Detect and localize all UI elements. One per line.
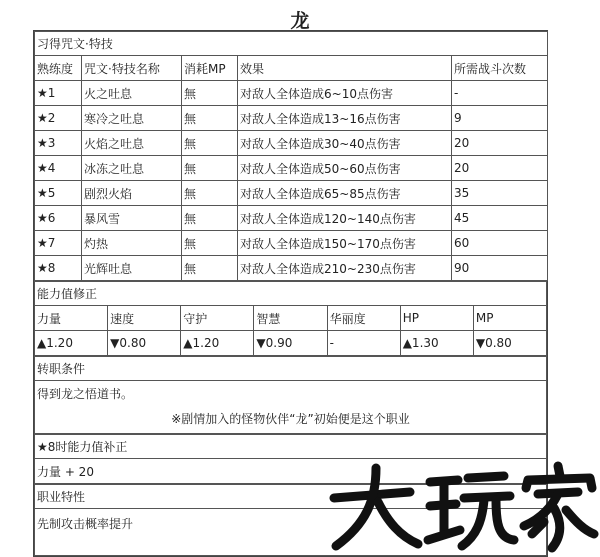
col-header-skill-name: 咒文·特技名称 [82, 56, 182, 81]
stats-table [34, 281, 547, 356]
traits-text: 先制攻击概率提升 [35, 509, 547, 556]
skill-row [35, 81, 548, 106]
skill-cell-skill-name: 剧烈火焰 [82, 181, 182, 206]
skill-cell-battles: 20 [452, 131, 548, 156]
skill-cell-mp-cost: 無 [182, 131, 238, 156]
watermark-logo [326, 460, 600, 553]
skill-cell-proficiency: ★1 [35, 81, 82, 106]
col-header-effect: 效果 [238, 56, 452, 81]
skills-section-heading: 习得咒文·特技 [35, 32, 548, 56]
bonus-heading: ★8时能力值补正 [35, 435, 547, 459]
skill-cell-effect: 对敌人全体造成210~230点伤害 [238, 256, 452, 281]
skill-cell-battles: 45 [452, 206, 548, 231]
skill-row [35, 181, 548, 206]
skill-cell-effect: 对敌人全体造成13~16点伤害 [238, 106, 452, 131]
stat-value: ▼0.80 [473, 331, 546, 356]
page-title: 龙 [290, 10, 310, 32]
skill-cell-proficiency: ★7 [35, 231, 82, 256]
stat-value: - [327, 331, 400, 356]
job-change-content [35, 381, 547, 434]
col-header-mp-cost: 消耗MP [182, 56, 238, 81]
skill-cell-proficiency: ★8 [35, 256, 82, 281]
skill-cell-proficiency: ★3 [35, 131, 82, 156]
skill-cell-mp-cost: 無 [182, 181, 238, 206]
skill-cell-skill-name: 灼热 [82, 231, 182, 256]
skill-cell-battles: 35 [452, 181, 548, 206]
traits-heading: 职业特性 [35, 485, 547, 509]
col-header-proficiency: 熟练度 [35, 56, 82, 81]
skill-cell-skill-name: 光辉吐息 [82, 256, 182, 281]
skill-cell-battles: 9 [452, 106, 548, 131]
stat-value: ▼0.80 [108, 331, 181, 356]
skill-cell-mp-cost: 無 [182, 81, 238, 106]
skill-cell-proficiency: ★5 [35, 181, 82, 206]
stat-label: 华丽度 [327, 306, 400, 331]
stats-value-row [35, 331, 547, 356]
skill-row [35, 256, 548, 281]
job-change-table [34, 356, 547, 434]
stat-label: 守护 [181, 306, 254, 331]
job-change-note: ※剧情加入的怪物伙伴“龙”初始便是这个职业 [171, 412, 410, 426]
skill-cell-effect: 对敌人全体造成150~170点伤害 [238, 231, 452, 256]
stat-label: 智慧 [254, 306, 327, 331]
skill-cell-effect: 对敌人全体造成6~10点伤害 [238, 81, 452, 106]
bonus-text: 力量 + 20 [35, 459, 547, 484]
skill-cell-battles: 20 [452, 156, 548, 181]
skill-cell-skill-name: 冰冻之吐息 [82, 156, 182, 181]
skills-header-row [35, 56, 548, 81]
stats-label-row [35, 306, 547, 331]
stat-label: MP [473, 306, 546, 331]
job-change-text: 得到龙之悟道书。 [37, 387, 134, 401]
skill-cell-mp-cost: 無 [182, 231, 238, 256]
skill-cell-mp-cost: 無 [182, 206, 238, 231]
skill-cell-mp-cost: 無 [182, 106, 238, 131]
stat-label: 速度 [108, 306, 181, 331]
skill-row [35, 106, 548, 131]
skill-cell-skill-name: 暴风雪 [82, 206, 182, 231]
skill-cell-proficiency: ★4 [35, 156, 82, 181]
stat-value: ▼0.90 [254, 331, 327, 356]
job-change-heading: 转职条件 [35, 357, 547, 381]
skill-cell-battles: - [452, 81, 548, 106]
skill-cell-mp-cost: 無 [182, 156, 238, 181]
col-header-battles: 所需战斗次数 [452, 56, 548, 81]
skill-cell-proficiency: ★6 [35, 206, 82, 231]
skill-cell-skill-name: 寒冷之吐息 [82, 106, 182, 131]
skill-row [35, 131, 548, 156]
skill-cell-skill-name: 火焰之吐息 [82, 131, 182, 156]
skill-cell-effect: 对敌人全体造成65~85点伤害 [238, 181, 452, 206]
skills-table [34, 31, 548, 281]
stat-value: ▲1.20 [35, 331, 108, 356]
stats-section-heading: 能力值修正 [35, 282, 547, 306]
skill-cell-effect: 对敌人全体造成30~40点伤害 [238, 131, 452, 156]
stat-value: ▲1.30 [400, 331, 473, 356]
stat-label: 力量 [35, 306, 108, 331]
skill-row [35, 156, 548, 181]
stat-label: HP [400, 306, 473, 331]
skill-row [35, 231, 548, 256]
skill-cell-mp-cost: 無 [182, 256, 238, 281]
skill-cell-skill-name: 火之吐息 [82, 81, 182, 106]
skill-cell-proficiency: ★2 [35, 106, 82, 131]
stat-value: ▲1.20 [181, 331, 254, 356]
skill-row [35, 206, 548, 231]
skill-cell-effect: 对敌人全体造成50~60点伤害 [238, 156, 452, 181]
skill-cell-battles: 90 [452, 256, 548, 281]
skill-cell-effect: 对敌人全体造成120~140点伤害 [238, 206, 452, 231]
skill-cell-battles: 60 [452, 231, 548, 256]
